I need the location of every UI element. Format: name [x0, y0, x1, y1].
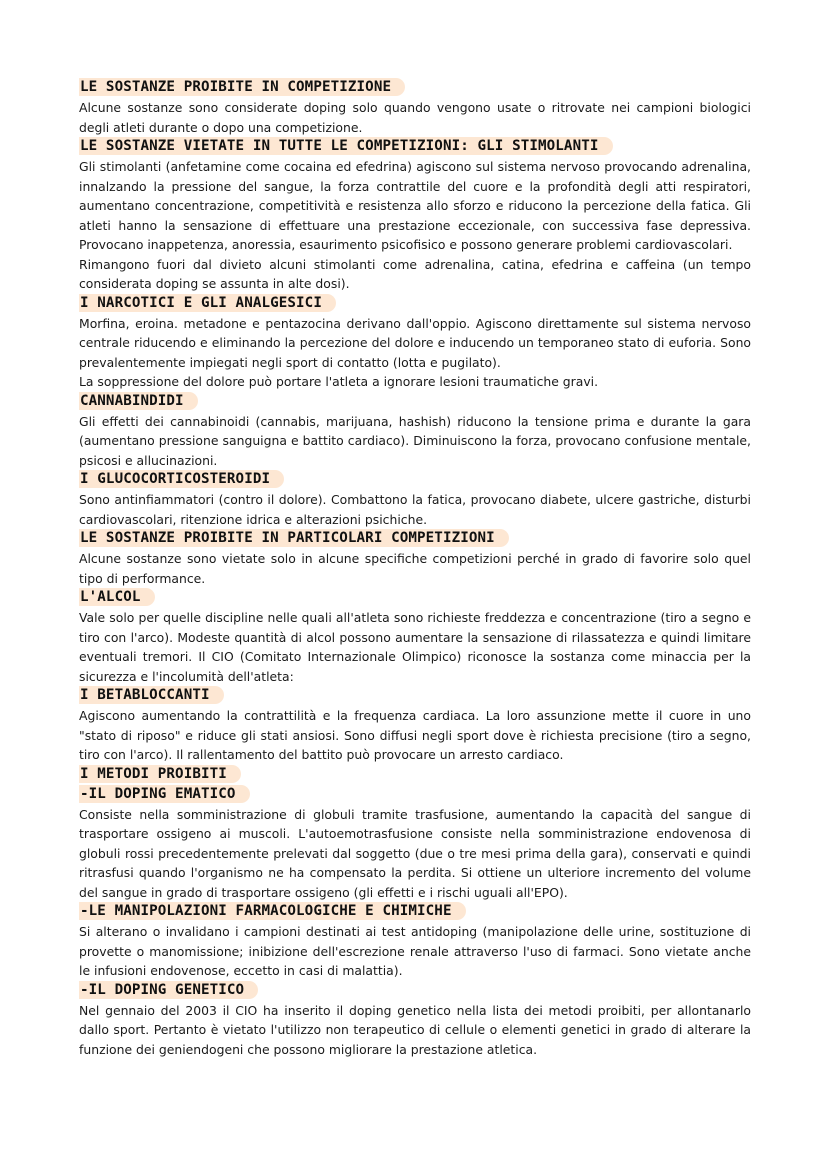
section-heading: I METODI PROIBITI [79, 765, 241, 783]
section-heading: L'ALCOL [79, 588, 155, 606]
section-heading: -IL DOPING GENETICO [79, 981, 258, 999]
section-paragraph: Gli effetti dei cannabinoidi (cannabis, marijuana, hashish) riducono la tensione prima e durante la gara (aumentano pressione sanguigna e battito cardiaco). Diminuiscono la forza, provocano confusione mentale, psicosi e allucinazioni. [79, 413, 751, 468]
section-paragraph: La soppressione del dolore può portare l'atleta a ignorare lesioni traumatiche gravi. [79, 374, 599, 389]
section-paragraph: Gli stimolanti (anfetamine come cocaina ed efedrina) agiscono sul sistema nervoso provocando adrenalina, innalzando la pressione del sangue, la forza contrattile del cuore e la profondità degli atti respiratori, aumentano concentrazione, competitività e resistenza allo sforzo e riducono la percezione della fatica. Gli atleti hanno la sensazione di effettuare una prestazione eccezionale, con successiva fase depressiva. Provocano inappetenza, anoressia, esaurimento psicofisico e possono generare problemi cardiovascolari. [79, 159, 751, 252]
section-heading: -LE MANIPOLAZIONI FARMACOLOGICHE E CHIMICHE [79, 902, 466, 920]
section-doping-genetico [79, 981, 751, 1060]
section-heading: LE SOSTANZE PROIBITE IN PARTICOLARI COMPETIZIONI [79, 529, 509, 547]
section-betabloccanti [79, 686, 751, 765]
section-doping-ematico [79, 785, 751, 903]
section-paragraph: Rimangono fuori dal divieto alcuni stimolanti come adrenalina, catina, efedrina e caffeina (un tempo considerata doping se assunta in alte dosi). [79, 256, 751, 291]
section-narcotici [79, 294, 751, 392]
section-heading: CANNABINDIDI [79, 392, 198, 410]
section-paragraph: Alcune sostanze sono considerate doping solo quando vengono usate o ritrovate nei campioni biologici degli atleti durante o dopo una competizione. [79, 100, 751, 135]
section-heading: -IL DOPING EMATICO [79, 785, 250, 803]
section-paragraph: Si alterano o invalidano i campioni destinati ai test antidoping (manipolazione delle urine, sostituzione di provette o manomissione; inibizione dell'escrezione renale attraverso l'uso di farmaci. Sono vietate anche le infusioni endovenose, eccetto in casi di malattia). [79, 924, 751, 978]
section-heading: I BETABLOCCANTI [79, 686, 224, 704]
section-heading: LE SOSTANZE VIETATE IN TUTTE LE COMPETIZIONI: GLI STIMOLANTI [79, 137, 613, 155]
section-glucocorticosteroidi [79, 470, 751, 529]
section-paragraph: Agiscono aumentando la contrattilità e la frequenza cardiaca. La loro assunzione mette il cuore in uno "stato di riposo" e riduce gli stati ansiosi. Sono diffusi negli sport dove è richiesta precisione (tiro a segno, tiro con l'arco). Il rallentamento del battito può provocare un arresto cardiaco. [79, 708, 751, 762]
section-metodi-proibiti [79, 765, 751, 785]
section-paragraph: Alcune sostanze sono vietate solo in alcune specifiche competizioni perché in grado di favorire solo quel tipo di performance. [79, 551, 751, 586]
section-stimolanti [79, 137, 751, 294]
section-particolari-competizioni [79, 529, 751, 588]
section-heading: I NARCOTICI E GLI ANALGESICI [79, 294, 336, 312]
section-competizione [79, 78, 751, 137]
section-manipolazioni [79, 902, 751, 981]
section-paragraph: Vale solo per quelle discipline nelle quali all'atleta sono richieste freddezza e concentrazione (tiro a segno e tiro con l'arco). Modeste quantità di alcol possono aumentare la sensazione di rilassatezza e quindi limitare eventuali tremori. Il CIO (Comitato Internazionale Olimpico) riconosce la sostanza come minaccia per la sicurezza e l'incolumità dell'atleta: [79, 610, 751, 684]
document-page [79, 78, 751, 1059]
section-paragraph: Consiste nella somministrazione di globuli tramite trasfusione, aumentando la capacità del sangue di trasportare ossigeno ai muscoli. L'autoemotrasfusione consiste nella somministrazione endovenosa di globuli rossi precedentemente prelevati dal soggetto (due o tre mesi prima della gara), conservati e quindi ritrasfusi quando l'organismo ne ha compensato la perdita. Si ottiene un ulteriore incremento del volume del sangue in grado di trasportare ossigeno (gli effetti e i rischi uguali all'EPO). [79, 806, 751, 900]
section-paragraph: Nel gennaio del 2003 il CIO ha inserito il doping genetico nella lista dei metodi proibiti, per allontanarlo dallo sport. Pertanto è vietato l'utilizzo non terapeutico di cellule o elementi genetici in grado di alterare la funzione dei geniendogeni che possono migliorare la prestazione atletica. [79, 1002, 751, 1057]
section-paragraph: Sono antinfiammatori (contro il dolore). Combattono la fatica, provocano diabete, ulcere gastriche, disturbi cardiovascolari, ritenzione idrica e alterazioni psichiche. [79, 492, 751, 527]
section-cannabinoidi [79, 392, 751, 471]
section-heading: LE SOSTANZE PROIBITE IN COMPETIZIONE [79, 78, 405, 96]
section-alcol [79, 588, 751, 686]
section-heading: I GLUCOCORTICOSTEROIDI [79, 470, 284, 488]
section-paragraph: Morfina, eroina. metadone e pentazocina derivano dall'oppio. Agiscono direttamente sul sistema nervoso centrale riducendo e eliminando la percezione del dolore e inducendo un temporaneo stato di euforia. Sono prevalentemente impiegati negli sport di contatto (lotta e pugilato). [79, 315, 751, 370]
